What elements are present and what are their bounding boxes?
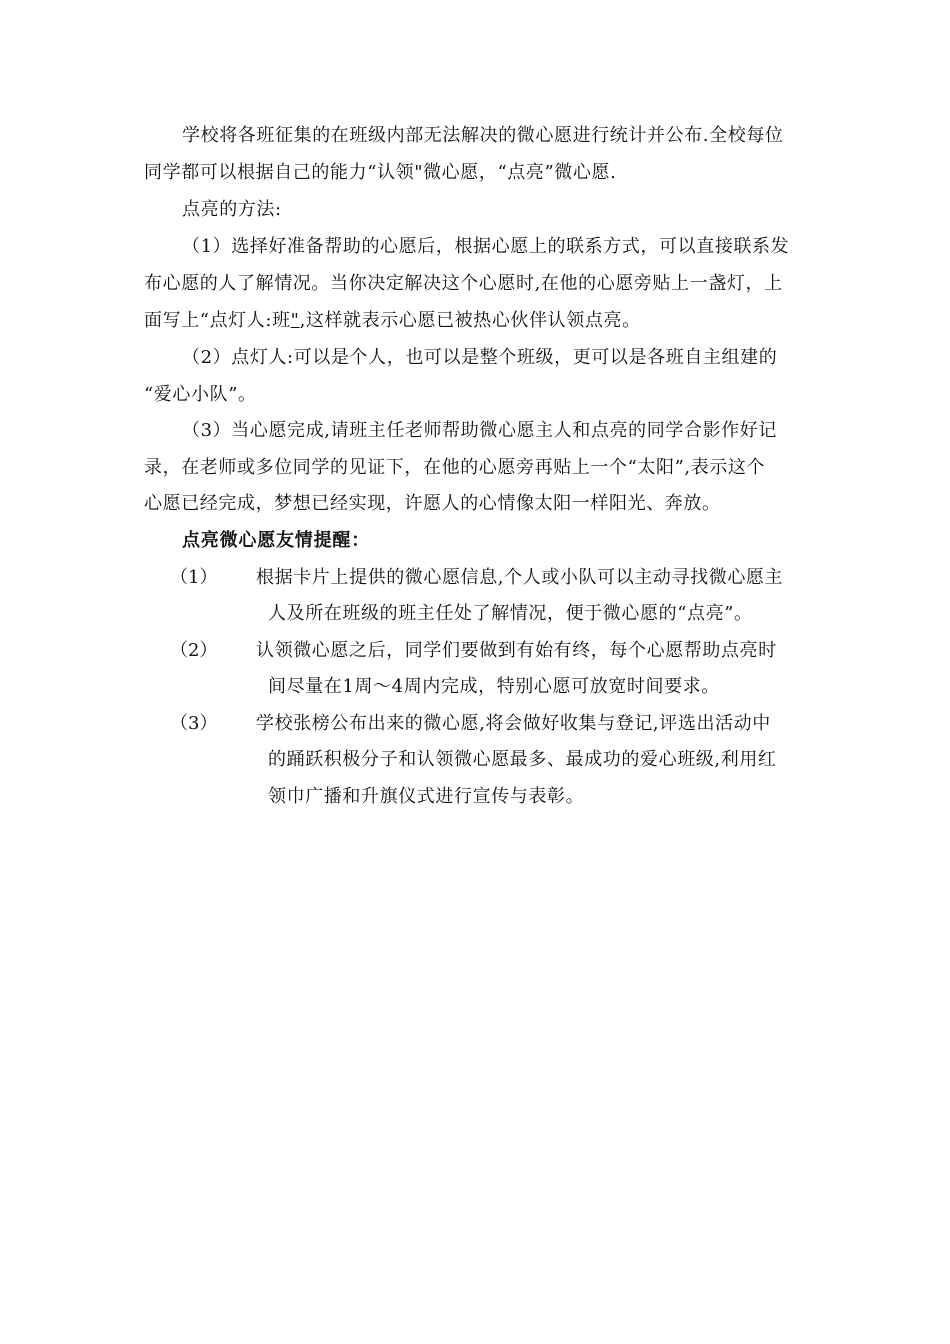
- method-item-1-line-3-part-2: ": [290, 310, 300, 331]
- method-item-2-line-1: （2）点灯人:可以是个人，也可以是整个班级，更可以是各班自主组建的: [182, 347, 778, 368]
- reminder-item-1-number: （1）: [170, 567, 218, 588]
- reminder-item-3-number: （3）: [170, 713, 218, 734]
- reminder-item-3-line-2: 的踊跃积极分子和认领微心愿最多、最成功的爱心班级,利用红: [268, 749, 777, 770]
- intro-line-2: 同学都可以根据自己的能力“认领"微心愿，“点亮”微心愿.: [144, 162, 617, 183]
- reminder-item-1-line-2: 人及所在班级的班主任处了解情况，便于微心愿的“点亮”。: [268, 603, 753, 624]
- method-item-1-line-1: （1）选择好准备帮助的心愿后，根据心愿上的联系方式，可以直接联系发: [182, 236, 790, 257]
- intro-line-1: 学校将各班征集的在班级内部无法解决的微心愿进行统计并公布.全校每位: [182, 125, 784, 146]
- method-item-1-line-3-part-1: 面写上“点灯人:班: [144, 310, 291, 331]
- method-item-1-line-3: [144, 309, 641, 333]
- reminder-item-2-line-2: 间尽量在1周～4周内完成，特别心愿可放宽时间要求。: [268, 676, 720, 697]
- reminder-item-1-line-1: 根据卡片上提供的微心愿信息,个人或小队可以主动寻找微心愿主: [256, 567, 784, 588]
- method-item-1-line-2: 布心愿的人了解情况。当你决定解决这个心愿时,在他的心愿旁贴上一盏灯，上: [144, 273, 783, 294]
- method-item-3-line-1: （3）当心愿完成,请班主任老师帮助微心愿主人和点亮的同学合影作好记: [182, 420, 777, 441]
- reminder-item-3-line-3: 领巾广播和升旗仪式进行宣传与表彰。: [268, 786, 585, 807]
- reminder-item-2-line-1: 认领微心愿之后，同学们要做到有始有终，每个心愿帮助点亮时: [256, 640, 777, 661]
- method-heading: 点亮的方法:: [182, 199, 282, 220]
- reminder-item-3-line-1: 学校张榜公布出来的微心愿,将会做好收集与登记,评选出活动中: [256, 713, 771, 734]
- method-item-1-line-3-part-3: ,这样就表示心愿已被热心伙伴认领点亮。: [299, 310, 641, 331]
- method-item-3-line-2: 录，在老师或多位同学的见证下，在他的心愿旁再贴上一个“太阳”,表示这个: [144, 457, 766, 478]
- method-item-2-line-2: “爱心小队”。: [144, 384, 257, 405]
- method-item-3-line-3: 心愿已经完成，梦想已经实现，许愿人的心情像太阳一样阳光、奔放。: [144, 493, 721, 514]
- reminder-heading: 点亮微心愿友情提醒：: [182, 530, 370, 551]
- reminder-item-2-number: （2）: [170, 640, 218, 661]
